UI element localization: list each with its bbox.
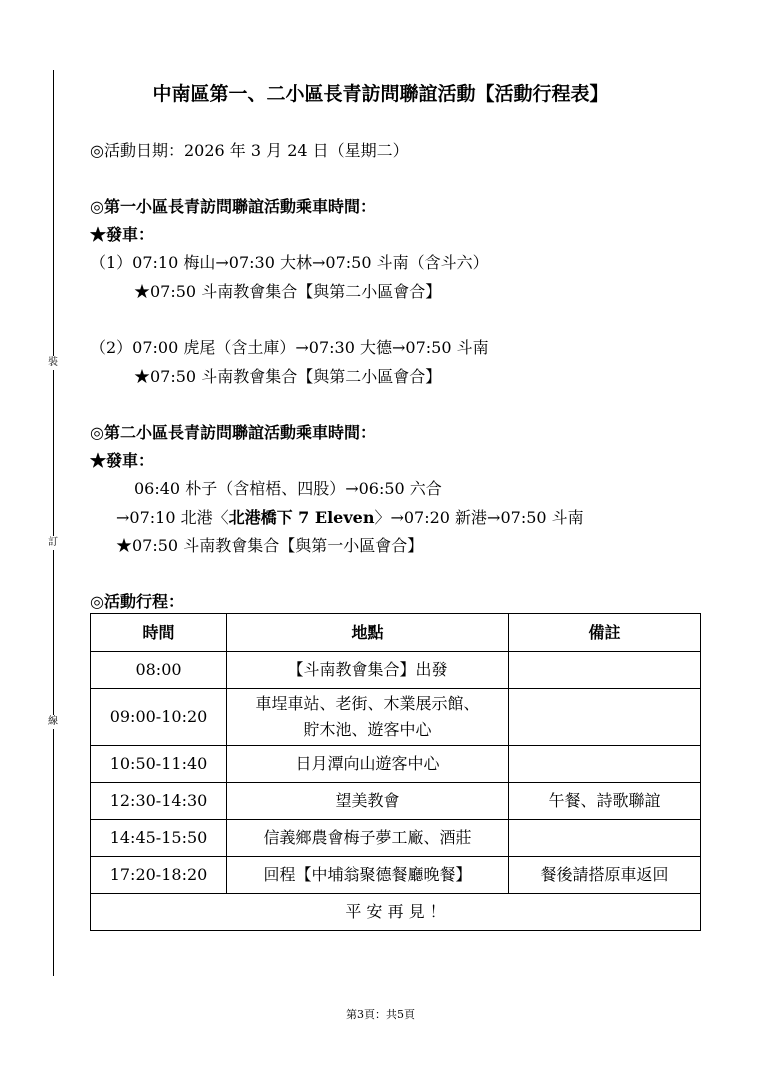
activity-date: ◎活動日期：2026 年 3 月 24 日（星期二） bbox=[90, 141, 409, 160]
row-note: 午餐、詩歌聯誼 bbox=[509, 783, 701, 820]
row-note bbox=[509, 689, 701, 746]
header-place: 地點 bbox=[227, 614, 509, 652]
binding-mark-3: 線 bbox=[48, 716, 58, 727]
row-note: 餐後請搭原車返回 bbox=[509, 857, 701, 894]
row-note bbox=[509, 746, 701, 783]
row-place: 回程【中埔翁聚德餐廳晚餐】 bbox=[227, 857, 509, 894]
row-time: 10:50-11:40 bbox=[91, 746, 227, 783]
district1-route2: （2）07:00 虎尾（含土庫）→07:30 大德→07:50 斗南 bbox=[90, 338, 489, 357]
row-time: 08:00 bbox=[91, 652, 227, 689]
page-title: 中南區第一、二小區長青訪問聯誼活動【活動行程表】 bbox=[152, 83, 609, 105]
row-place: 車埕車站、老街、木業展示館、 貯木池、遊客中心 bbox=[227, 689, 509, 746]
route-line2-pre: →07:10 北港〈 bbox=[116, 508, 229, 527]
row-note bbox=[509, 820, 701, 857]
table-row bbox=[91, 820, 701, 857]
row-time: 12:30-14:30 bbox=[91, 783, 227, 820]
page-footer: 第3頁：共5頁 bbox=[346, 1008, 415, 1021]
row-place: 【斗南教會集合】出發 bbox=[227, 652, 509, 689]
table-row bbox=[91, 857, 701, 894]
district1-route2-gather: ★07:50 斗南教會集合【與第二小區會合】 bbox=[134, 367, 442, 386]
table-row bbox=[91, 783, 701, 820]
table-header-row bbox=[91, 614, 701, 652]
schedule-heading: ◎活動行程： bbox=[90, 592, 184, 611]
row-time: 14:45-15:50 bbox=[91, 820, 227, 857]
binding-mark-2: 訂 bbox=[48, 537, 58, 548]
closing-message: 平 安 再 見 ！ bbox=[91, 894, 701, 931]
route-line2-landmark: 北港橋下 7 Eleven bbox=[228, 508, 375, 527]
table-row bbox=[91, 689, 701, 746]
binding-line bbox=[53, 70, 54, 976]
header-time: 時間 bbox=[91, 614, 227, 652]
row-time: 17:20-18:20 bbox=[91, 857, 227, 894]
header-note: 備註 bbox=[509, 614, 701, 652]
district2-heading: ◎第二小區長青訪問聯誼活動乘車時間： bbox=[90, 423, 376, 442]
route-line2-post: 〉→07:20 新港→07:50 斗南 bbox=[374, 508, 584, 527]
table-row bbox=[91, 652, 701, 689]
schedule-table bbox=[90, 613, 701, 931]
row-place: 信義鄉農會梅子夢工廠、酒莊 bbox=[227, 820, 509, 857]
row-place: 望美教會 bbox=[227, 783, 509, 820]
district1-heading: ◎第一小區長青訪問聯誼活動乘車時間： bbox=[90, 197, 376, 216]
table-row bbox=[91, 746, 701, 783]
district2-depart-label: ★發車： bbox=[90, 451, 155, 470]
closing-row bbox=[91, 894, 701, 931]
row-place: 日月潭向山遊客中心 bbox=[227, 746, 509, 783]
district1-route1-gather: ★07:50 斗南教會集合【與第二小區會合】 bbox=[134, 282, 442, 301]
district2-gather: ★07:50 斗南教會集合【與第一小區會合】 bbox=[116, 536, 424, 555]
binding-mark-1: 裝 bbox=[48, 357, 58, 368]
row-note bbox=[509, 652, 701, 689]
district2-route-line2 bbox=[116, 507, 584, 529]
row-time: 09:00-10:20 bbox=[91, 689, 227, 746]
district2-route-line1: 06:40 朴子（含棺梧、四股）→06:50 六合 bbox=[134, 479, 442, 498]
district1-route1: （1）07:10 梅山→07:30 大林→07:50 斗南（含斗六） bbox=[90, 253, 489, 272]
district1-depart-label: ★發車： bbox=[90, 225, 155, 244]
